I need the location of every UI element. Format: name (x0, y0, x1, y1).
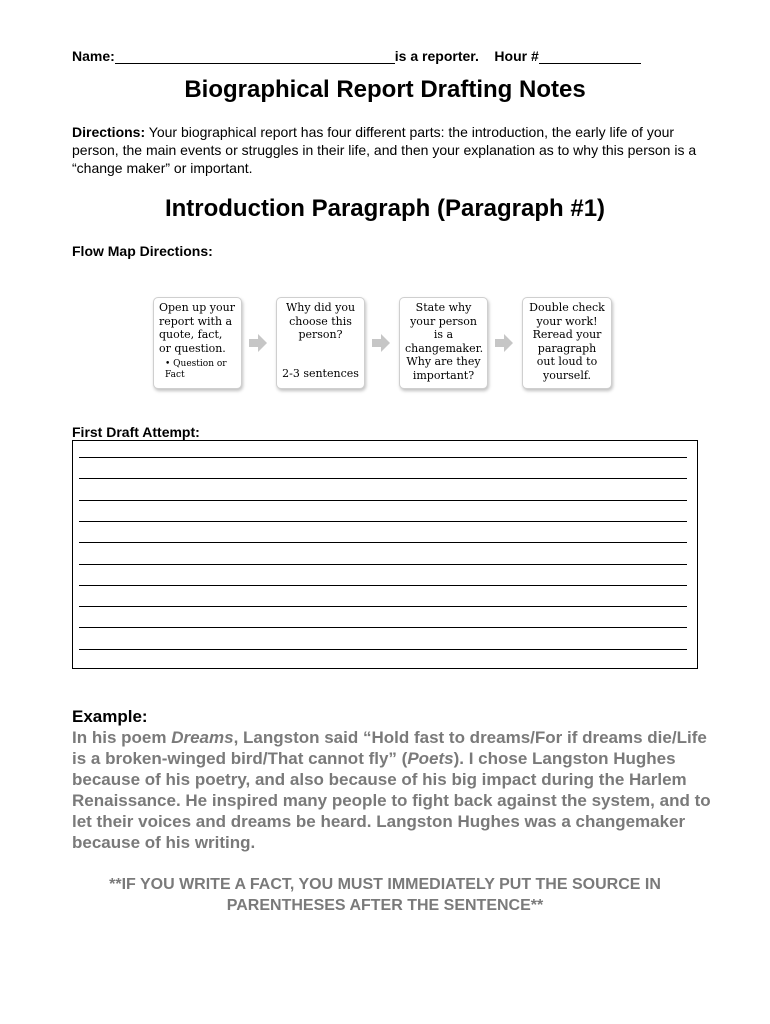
arrow-right-icon (248, 333, 268, 353)
example-part-2: , Langston said “Hold fast to dreams/For if dreams die/Life is a broken-winged bird/That cannot fly” ( (72, 728, 707, 768)
flow-step-3 (399, 297, 488, 389)
arrow-right-icon (494, 333, 514, 353)
example-source: Poets (407, 749, 454, 768)
example-part-3: ). I chose Langston Hughes because of his poetry, and also because of his big impact during the Harlem Renaissance. He inspired many people to fight back against the system, and to let their voices and dreams be heard. Langston Hughes was a changemaker because of his writing. (72, 749, 711, 852)
flow-step-1-bullet: • Question or Fact (165, 359, 227, 380)
directions (72, 123, 702, 177)
name-hour-line (72, 48, 641, 64)
directions-label: Directions: (72, 124, 146, 140)
flow-step-1 (153, 297, 242, 389)
page-title: Biographical Report Drafting Notes (184, 76, 586, 103)
directions-text: Your biographical report has four different parts: the introduction, the early life of your person, the main events or struggles in their life, and then your explanation as to why this person is a “change maker” or important. (72, 124, 697, 176)
flow-step-1-text: Open up your report with a quote, fact, or question. (159, 301, 235, 355)
draft-writing-line[interactable] (79, 606, 687, 607)
draft-writing-line[interactable] (79, 649, 687, 650)
draft-writing-line[interactable] (79, 627, 687, 628)
draft-writing-line[interactable] (79, 564, 687, 565)
flow-step-2 (276, 297, 365, 389)
arrow-right-icon (371, 333, 391, 353)
draft-label: First Draft Attempt: (72, 424, 200, 440)
example-poem-title: Dreams (171, 728, 234, 747)
hour-label: Hour # (494, 48, 539, 64)
example-text (72, 727, 712, 853)
draft-writing-line[interactable] (79, 585, 687, 586)
hour-blank[interactable] (539, 49, 641, 64)
draft-writing-line[interactable] (79, 457, 687, 458)
draft-writing-line[interactable] (79, 542, 687, 543)
draft-writing-line[interactable] (79, 478, 687, 479)
example-label: Example: (72, 707, 148, 726)
first-draft-box[interactable] (72, 440, 698, 669)
reporter-text: is a reporter. (394, 48, 479, 64)
flow-step-2-text: Why did you choose this person? (285, 301, 356, 341)
flow-step-4 (522, 297, 612, 389)
name-label: Name: (72, 48, 115, 64)
flow-step-4-text: Double check your work! Reread your paragraph out loud to yourself. (529, 301, 605, 382)
flow-step-2-sentences: 2-3 sentences (282, 366, 359, 380)
name-blank[interactable] (115, 49, 395, 64)
draft-writing-line[interactable] (79, 521, 687, 522)
section-title: Introduction Paragraph (Paragraph #1) (164, 195, 606, 222)
flow-map-label: Flow Map Directions: (72, 243, 213, 259)
flow-step-3-text: State why your person is a changemaker. Why are they important? (405, 301, 484, 382)
example-part-1: In his poem (72, 728, 172, 747)
source-warning: **IF YOU WRITE A FACT, YOU MUST IMMEDIATELY PUT THE SOURCE IN PARENTHESES AFTER THE SENTENCE** (109, 876, 661, 914)
draft-writing-line[interactable] (79, 500, 687, 501)
